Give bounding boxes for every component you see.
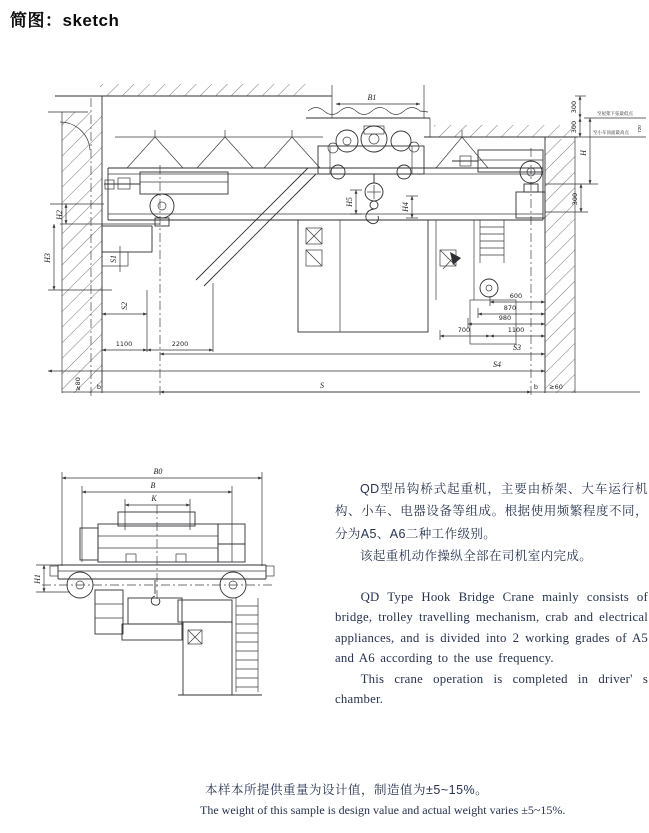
roof-opening	[306, 85, 430, 137]
description-zh-para1: QD型吊钩桥式起重机，主要由桥架、大车运行机构、小车、电器设备等组成。根据使用频繁程度不同，分为A5、A6二种工作级别。	[335, 482, 648, 541]
dim-label-ge60: ≥60	[549, 383, 563, 391]
dim-label-b0: B0	[153, 467, 163, 476]
hook-assembly	[345, 174, 418, 224]
dim-label-h1: H1	[33, 574, 42, 584]
dim-label-1100-right: 1100	[507, 326, 525, 334]
dim-label-h: H	[579, 150, 588, 156]
dim-label-980: 980	[498, 314, 512, 322]
note-trolley-clearance: 至小车顶面最高点	[593, 130, 629, 135]
dim-label-span: S	[320, 381, 324, 390]
dim-label-600: 600	[509, 292, 523, 300]
dim-label-2200: 2200	[171, 340, 189, 348]
bridge-girder	[108, 130, 543, 220]
note-roof-clearance: 至屋架下弦最低点	[597, 111, 633, 116]
dim-label-b1: B1	[367, 93, 377, 102]
dim-label-720: 720	[637, 125, 642, 133]
footnote-zh: 本样本所提供重量为设计值，制造值为±5~15%。	[205, 783, 489, 797]
dim-label-b-right: b	[533, 383, 539, 391]
dim-label-870: 870	[503, 304, 517, 312]
dim-label-s1: S1	[109, 255, 118, 263]
description-block	[335, 478, 648, 710]
description-en-para1: QD Type Hook Bridge Crane mainly consists of bridge, trolley travelling mechanism, crab and electrical appliances, and is divided into 2 working grades of A5 and A6 according to the use frequency.	[335, 590, 648, 666]
description-zh-para2: 该起重机动作操纵全部在司机室内完成。	[360, 548, 593, 563]
dim-label-ge80: ≥80	[74, 377, 82, 391]
dim-label-s2: S2	[120, 302, 129, 310]
dim-label-b-left: b	[96, 383, 102, 391]
building-structure	[48, 84, 578, 396]
dim-label-k: K	[151, 494, 157, 503]
trolley-crab	[318, 126, 424, 179]
dim-label-h3: H3	[43, 253, 52, 263]
dim-label-b: B	[150, 481, 156, 490]
dim-label-h2: H2	[55, 210, 64, 220]
dim-label-1100-left: 1100	[115, 340, 133, 348]
dim-label-s4: S4	[493, 360, 501, 369]
left-end-truck	[102, 172, 228, 266]
side-girder-endtrucks	[42, 565, 275, 598]
dim-label-s3: S3	[513, 343, 521, 352]
side-drivers-cab	[178, 598, 262, 695]
footnote-en: The weight of this sample is design value and actual weight varies ±5~15%.	[200, 803, 566, 817]
main-crane-end-view-drawing	[35, 78, 649, 418]
side-underhung-equipment	[95, 580, 182, 640]
page-title: 简图：sketch	[10, 11, 120, 30]
side-crane-view-drawing	[30, 458, 275, 708]
dim-label-300a: 300	[570, 100, 578, 114]
dim-label-300b: 300	[570, 120, 578, 134]
dim-label-700: 700	[457, 326, 471, 334]
section-arrow	[450, 252, 461, 265]
footnote-block	[200, 780, 640, 818]
dim-label-h4: H4	[401, 202, 410, 212]
description-en-para2: This crane operation is completed in driver' s chamber.	[335, 671, 648, 707]
dim-label-300c: 300	[571, 192, 579, 206]
dim-label-h5: H5	[345, 197, 354, 207]
